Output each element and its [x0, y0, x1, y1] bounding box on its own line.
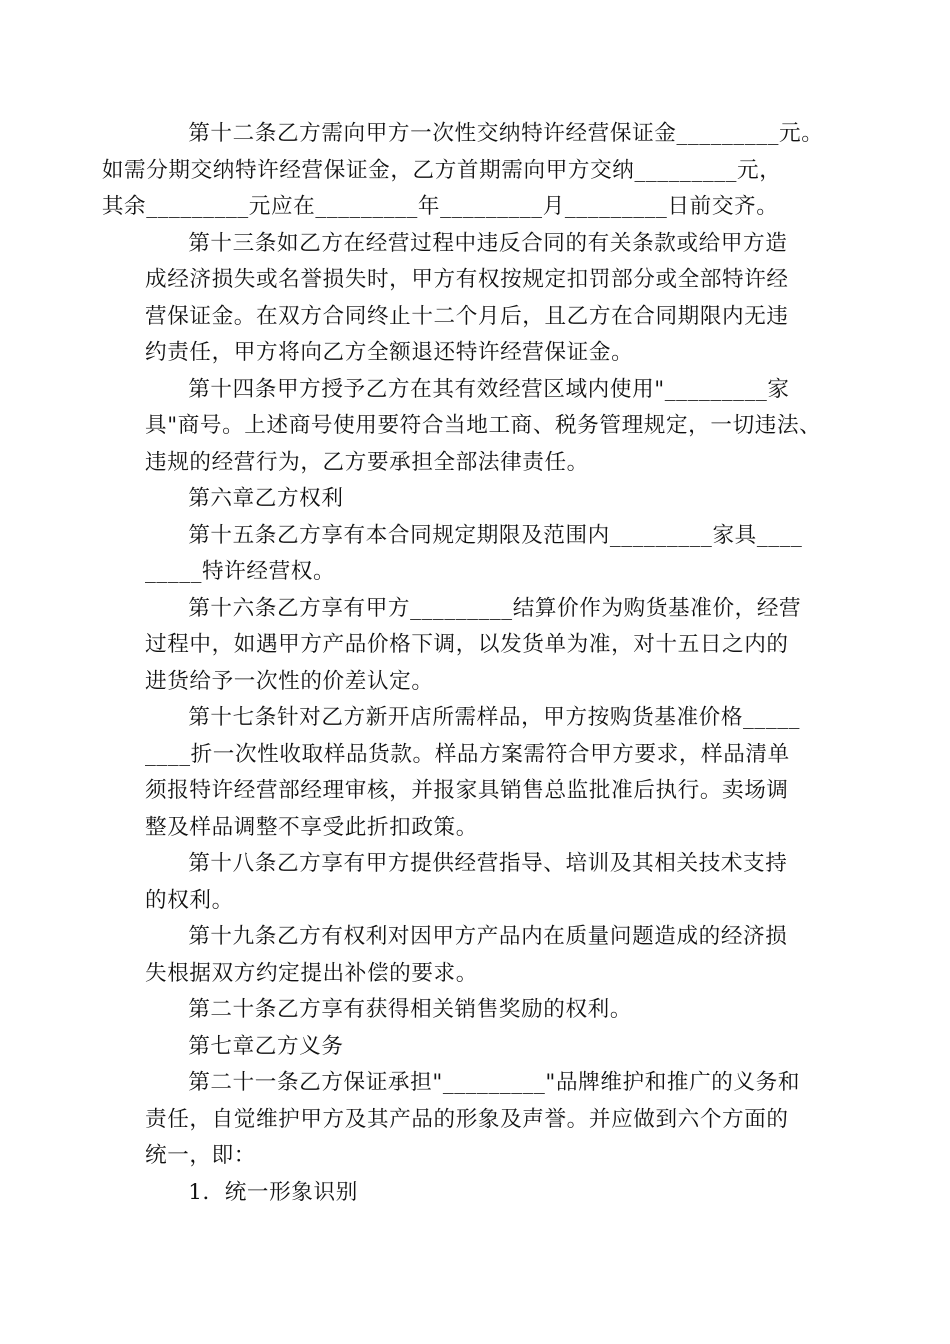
text-line: 1．统一形象识别 — [188, 1179, 358, 1205]
chapter-6-heading — [145, 481, 810, 518]
text-line: 第十三条如乙方在经营过程中违反合同的有关条款或给甲方造 — [188, 230, 788, 256]
document-page — [101, 116, 824, 1211]
text-line: _____特许经营权。 — [145, 559, 336, 584]
text-line: 第二十一条乙方保证承担"_________"品牌维护和推广的义务和 — [188, 1070, 801, 1095]
text-line: 第十七条针对乙方新开店所需样品，甲方按购货基准价格_____ — [188, 705, 801, 730]
text-line: 第十四条甲方授予乙方在其有效经营区域内使用"_________家 — [188, 376, 790, 402]
text-line: 营保证金。在双方合同终止十二个月后，且乙方在合同期限内无违 — [145, 303, 789, 329]
text-line: 第十二条乙方需向甲方一次性交纳特许经营保证金_________元。 — [188, 121, 824, 146]
text-line: 须报特许经营部经理审核，并报家具销售总监批准后执行。卖场调 — [145, 778, 789, 803]
text-line: 的权利。 — [145, 887, 234, 913]
article-17 — [145, 700, 810, 846]
text-line: 整及样品调整不享受此折扣政策。 — [145, 814, 478, 840]
article-15 — [145, 518, 810, 591]
article-18 — [145, 846, 810, 919]
text-line: 第十五条乙方享有本合同规定期限及范围内_________家具____ — [188, 522, 803, 548]
text-line: 第十六条乙方享有甲方_________结算价作为购货基准价，经营 — [188, 595, 802, 621]
text-line: ____折一次性收取样品货款。样品方案需符合甲方要求，样品清单 — [145, 741, 790, 767]
article-16 — [145, 591, 810, 701]
text-line: 其余_________元应在_________年_________月_________日前交齐。 — [101, 194, 779, 219]
text-line: 具"商号。上述商号使用要符合当地工商、税务管理规定，一切违法、 — [145, 413, 822, 438]
list-item-1 — [145, 1175, 810, 1212]
text-line: 如需分期交纳特许经营保证金，乙方首期需向甲方交纳_________元， — [101, 157, 782, 183]
text-line: 统一，即： — [145, 1143, 256, 1168]
chapter-title: 第七章乙方义务 — [188, 1033, 344, 1059]
text-line: 违规的经营行为，乙方要承担全部法律责任。 — [145, 449, 589, 475]
text-line: 失根据双方约定提出补偿的要求。 — [145, 960, 478, 986]
text-line: 第二十条乙方享有获得相关销售奖励的权利。 — [188, 997, 633, 1022]
text-line: 第十八条乙方享有甲方提供经营指导、培训及其相关技术支持 — [188, 851, 788, 876]
text-line: 进货给予一次性的价差认定。 — [145, 668, 434, 694]
article-20 — [145, 992, 810, 1029]
article-12 — [101, 116, 824, 226]
text-line: 约责任，甲方将向乙方全额退还特许经营保证金。 — [145, 340, 634, 365]
article-19 — [145, 919, 810, 992]
text-line: 成经济损失或名誉损失时，甲方有权按规定扣罚部分或全部特许经 — [145, 267, 789, 292]
text-line: 第十九条乙方有权利对因甲方产品内在质量问题造成的经济损 — [188, 924, 788, 949]
chapter-7-heading — [145, 1029, 810, 1066]
article-21 — [145, 1065, 810, 1175]
text-line: 过程中，如遇甲方产品价格下调，以发货单为准，对十五日之内的 — [145, 632, 789, 657]
chapter-title: 第六章乙方权利 — [188, 486, 344, 511]
text-line: 责任，自觉维护甲方及其产品的形象及声誉。并应做到六个方面的 — [145, 1106, 789, 1132]
article-14 — [145, 372, 822, 482]
article-13 — [145, 226, 810, 372]
